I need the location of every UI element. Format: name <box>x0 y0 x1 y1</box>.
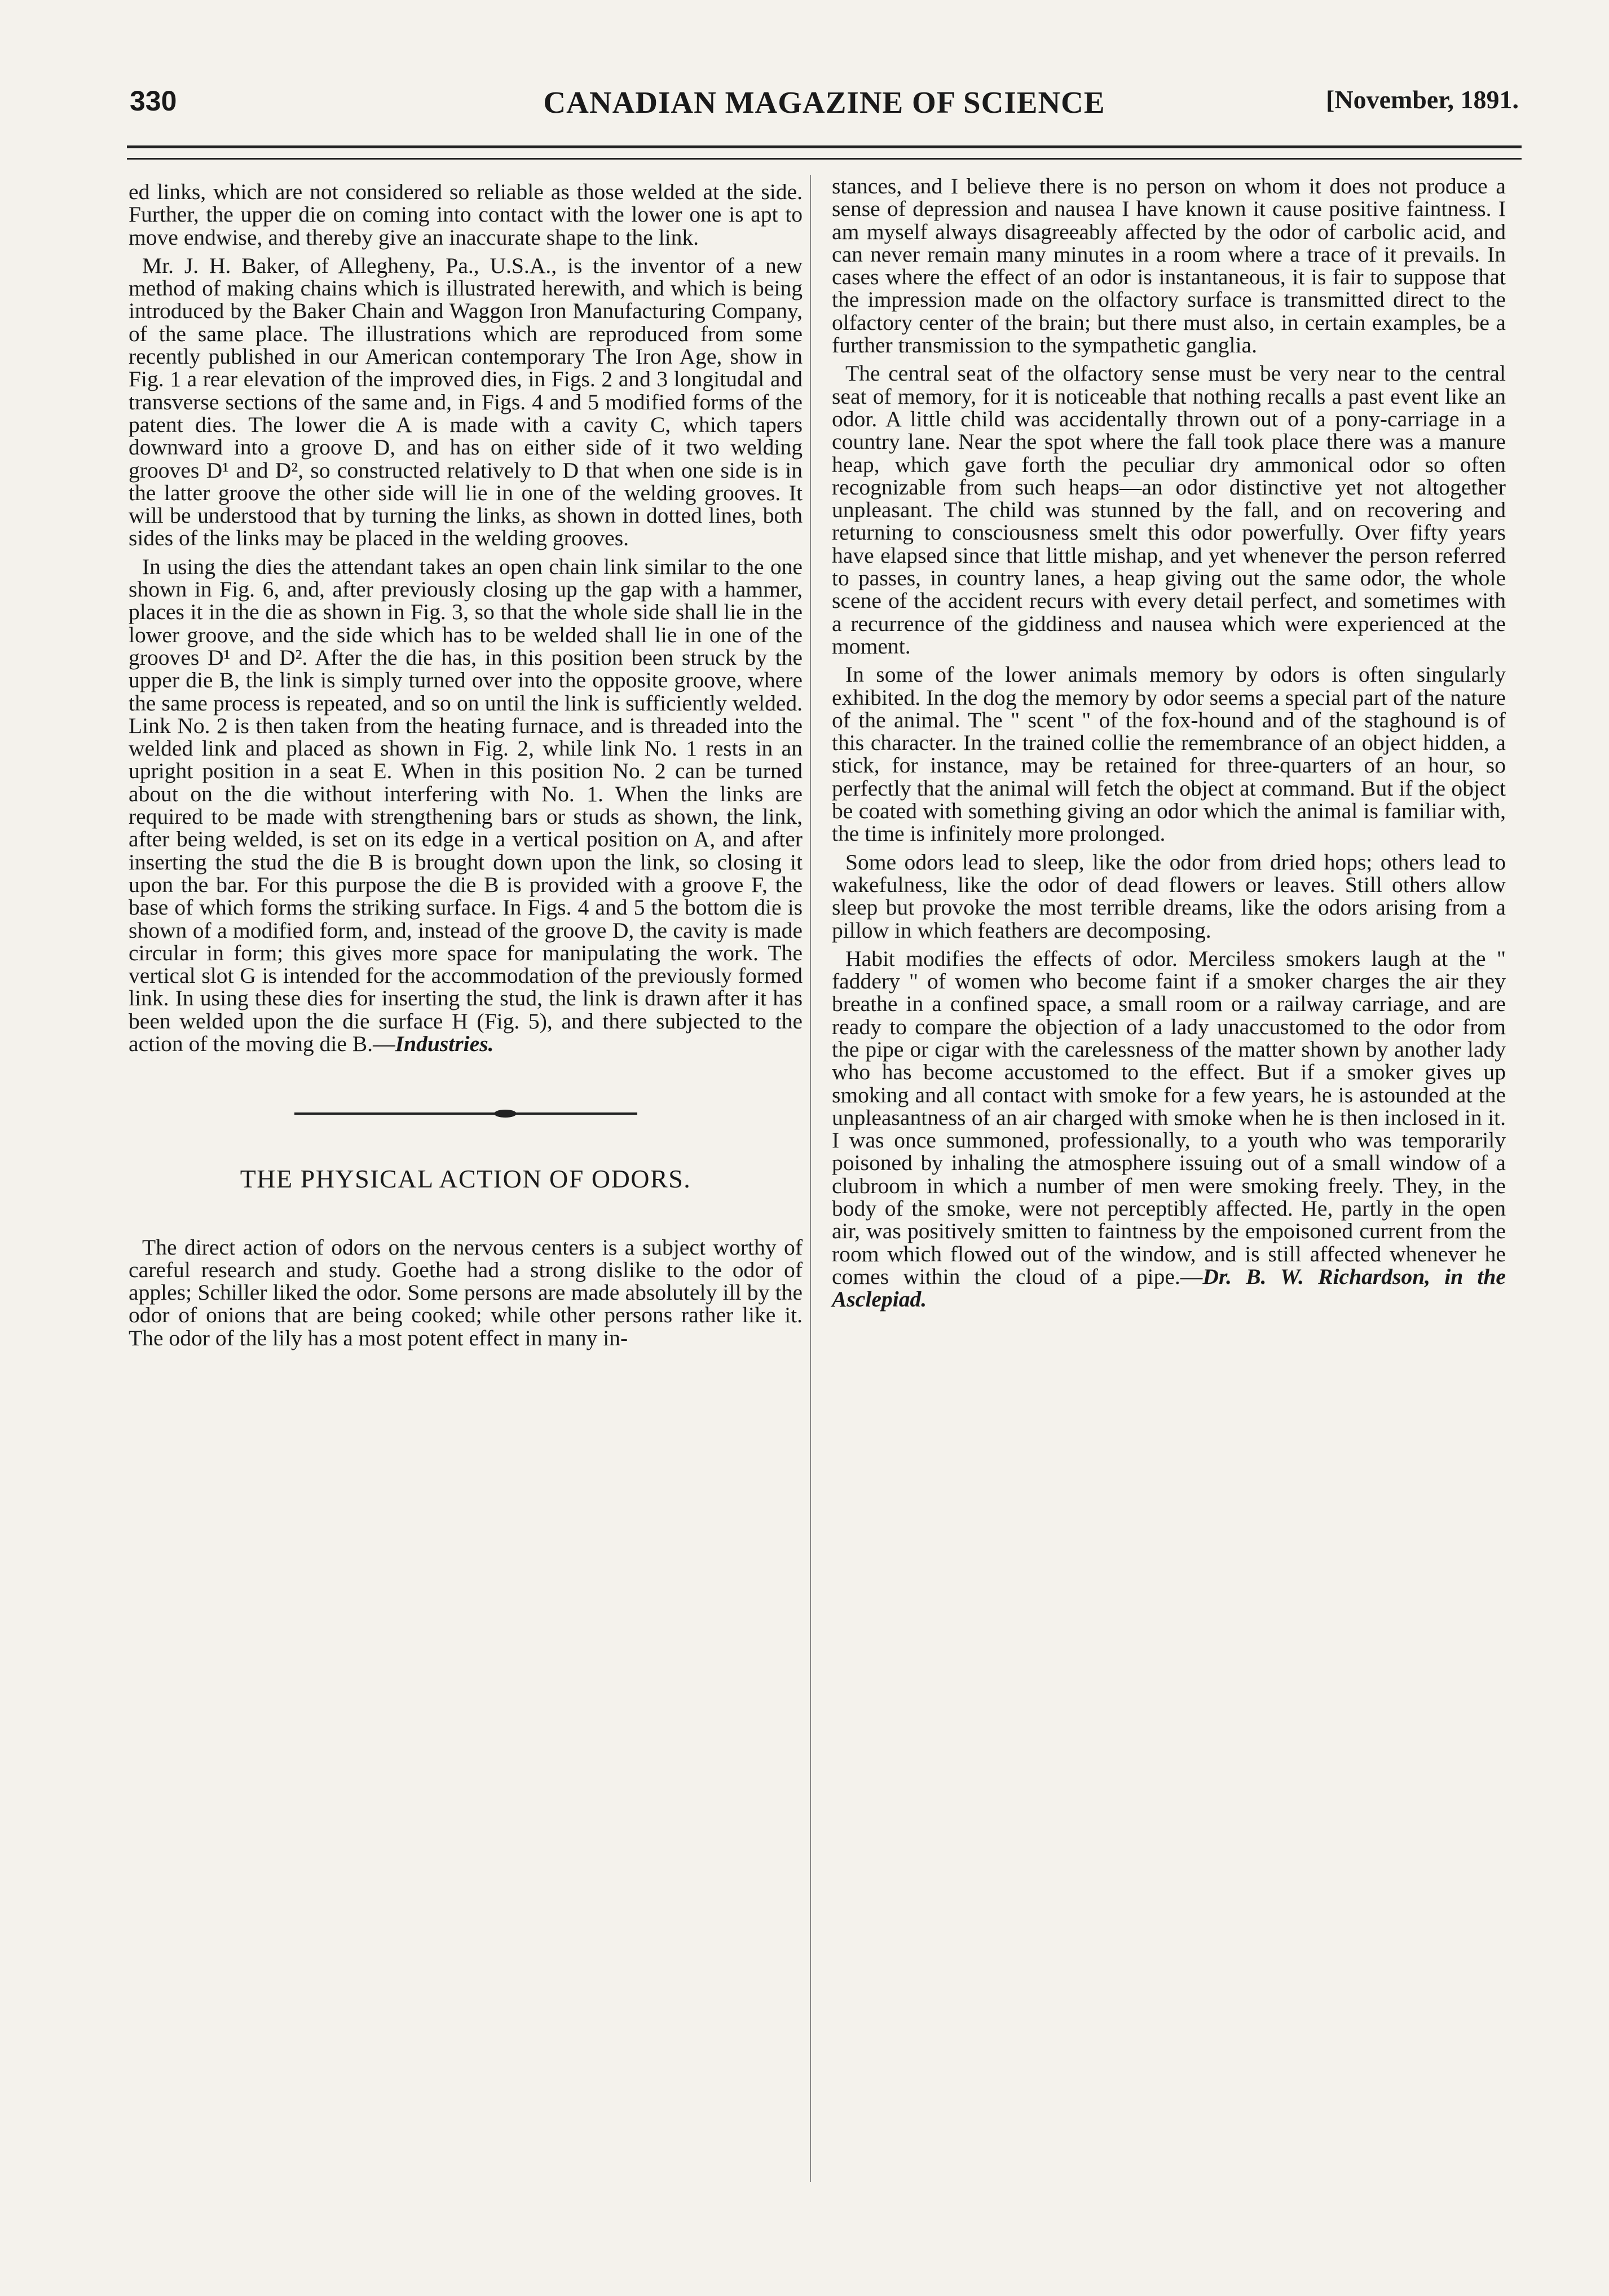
paragraph: In some of the lower animals memory by odors is often singularly exhibited. In the dog the memory by odor seems a special part of the nature of the animal. The " scent " of the fox-hound and of the staghound is of this character. In the trained collie the remembrance of an object hidden, a stick, for instance, may be retained for three-quarters of an hour, so perfectly that the animal will fetch the object at command. But if the object be coated with something giving an odor which the animal is familiar with, the time is infinitely more prolonged. <box>832 662 1506 846</box>
page-number: 330 <box>130 85 177 117</box>
source-credit: Industries. <box>395 1031 494 1056</box>
article-title: THE PHYSICAL ACTION OF ODORS. <box>240 1164 691 1194</box>
paragraph: The central seat of the olfactory sense must be very near to the central seat of memory, for it is noticeable that nothing recalls a past event like an odor. A little child was accidentally thrown out of a pony-carriage in a country lane. Near the spot where the fall took place there was a manure heap, which gave forth the peculiar dry ammonical odor so often recognizable from such heaps—an odor distinctive yet not altogether unpleasant. The child was stunned by the fall, and on recovering and returning to consciousness smelt this odor powerfully. Over fifty years have elapsed since that little mishap, and yet whenever the person referred to passes, in country lanes, a heap giving out the same odor, the whole scene of the accident recurs with every detail perfect, and sometimes with a recurrence of the giddiness and nausea which were experienced at the moment. <box>832 361 1506 659</box>
section-divider-ornament <box>129 1100 803 1111</box>
paragraph-text: In using the dies the attendant takes an open chain link similar to the one shown in Fig. 6, and, after previously closing up the gap with a hammer, places it in the die as shown in Fig. 3, so that the whole side shall lie in the lower groove, and the side which has to be welded shall lie in one of the grooves D¹ and D². After the die has, in this position been struck by the upper die B, the link is simply turned over into the opposite groove, where the same process is repeated, and so on until the link is sufficiently welded. Link No. 2 is then taken from the heating furnace, and is threaded into the welded link and placed as shown in Fig. 2, while link No. 1 rests in an upright position in a seat E. When in this position No. 2 can be turned about on the die without interfering with No. 1. When the links are required to be made with strengthening bars or studs as shown, the link, after being welded, is set on its edge in a vertical position on A, and after inserting the stud the die B is brought down upon the link, so closing it upon the bar. For this purpose the die B is provided with a groove F, the base of which forms the striking surface. In Figs. 4 and 5 the bottom die is shown of a modified form, and, instead of the groove D, the cavity is made circular in form; this gives more space for manipulating the work. The vertical slot G is intended for the accommodation of the previously formed link. In using these dies for inserting the stud, the link is drawn after it has been welded upon the die surface H (Fig. 5), and there subjected to the action of the moving die B.— <box>129 554 803 1056</box>
header-rule-thin <box>127 158 1522 160</box>
paragraph: The direct action of odors on the nervous centers is a subject worthy of careful research and study. Goethe had a strong dislike to the odor of apples; Schiller liked the odor. Some persons are made absolutely ill by the odor of onions that are being cooked; while other persons rather like it. The odor of the lily has a most potent effect in many in- <box>129 1234 803 1350</box>
left-column <box>129 180 803 1355</box>
header-rule <box>127 145 1522 148</box>
magazine-title: CANADIAN MAGAZINE OF SCIENCE <box>543 85 1105 120</box>
paragraph: ed links, which are not considered so reliable as those welded at the side. Further, the upper die on coming into contact with the lower one is apt to move endwise, and thereby give an inaccurate shape to the link. <box>129 179 803 250</box>
paragraph: Mr. J. H. Baker, of Allegheny, Pa., U.S.A., is the inventor of a new method of making chains which is illustrated herewith, and which is being introduced by the Baker Chain and Waggon Iron Manufacturing Company, of the same place. The illustrations which are reproduced from some recently published in our American contemporary The Iron Age, show in Fig. 1 a rear elevation of the improved dies, in Figs. 2 and 3 longitudal and transverse sections of the same and, in Figs. 4 and 5 modified forms of the patent dies. The lower die A is made with a cavity C, which tapers downward into a groove D, and has on either side of it two welding grooves D¹ and D², so constructed relatively to D that when one side is in the latter groove the other side will lie in one of the welding grooves. It will be understood that by turning the links, as shown in dotted lines, both sides of the links may be placed in the welding grooves. <box>129 253 803 551</box>
source-credit: Dr. B. W. Richardson, in the Asclepiad. <box>832 1264 1506 1312</box>
page-header <box>130 85 1519 124</box>
paragraph: stances, and I believe there is no person on whom it does not produce a sense of depression and nausea I have known it cause positive faintness. I am myself always disagreeably affected by the odor of carbolic acid, and can never remain many minutes in a room where a trace of it prevails. In cases where the effect of an odor is instantaneous, it is fair to suppose that the impression made on the olfactory surface is transmitted direct to the olfactory center of the brain; but there must also, in certain examples, be a further transmission to the sympathetic ganglia. <box>832 174 1506 358</box>
paragraph: Some odors lead to sleep, like the odor from dried hops; others lead to wakefulness, like the odor of dead flowers or leaves. Still others allow sleep but provoke the most terrible dreams, like the odors arising from a pillow in which feathers are decomposing. <box>832 849 1506 943</box>
issue-date: [November, 1891. <box>1326 85 1519 114</box>
column-divider <box>810 175 811 2182</box>
paragraph-text: Habit modifies the effects of odor. Merciless smokers laugh at the " faddery " of women who become faint if a smoker charges the air they breathe in a confined space, a small room or a railway carriage, and are ready to compare the objection of a lady unaccustomed to the odor from the pipe or cigar with the carelessness of the matter shown by another lady who has become accustomed to the effect. But if a smoker gives up smoking and all contact with smoke for a few years, he is astounded at the unpleasantness of an air charged with smoke when he is then inclosed in it. I was once summoned, professionally, to a youth who was temporarily poisoned by inhaling the atmosphere issuing out of a small window of a clubroom in which a number of men were smoking freely. They, in the body of the smoke, were not perceptibly affected. He, partly in the open air, was positively smitten to faintness by the empoisoned current from the room which flowed out of the window, and is still affected whenever he comes within the cloud of a pipe.— <box>832 946 1506 1289</box>
paragraph <box>832 947 1506 1311</box>
right-column <box>832 175 1506 1317</box>
paragraph <box>129 555 803 1056</box>
